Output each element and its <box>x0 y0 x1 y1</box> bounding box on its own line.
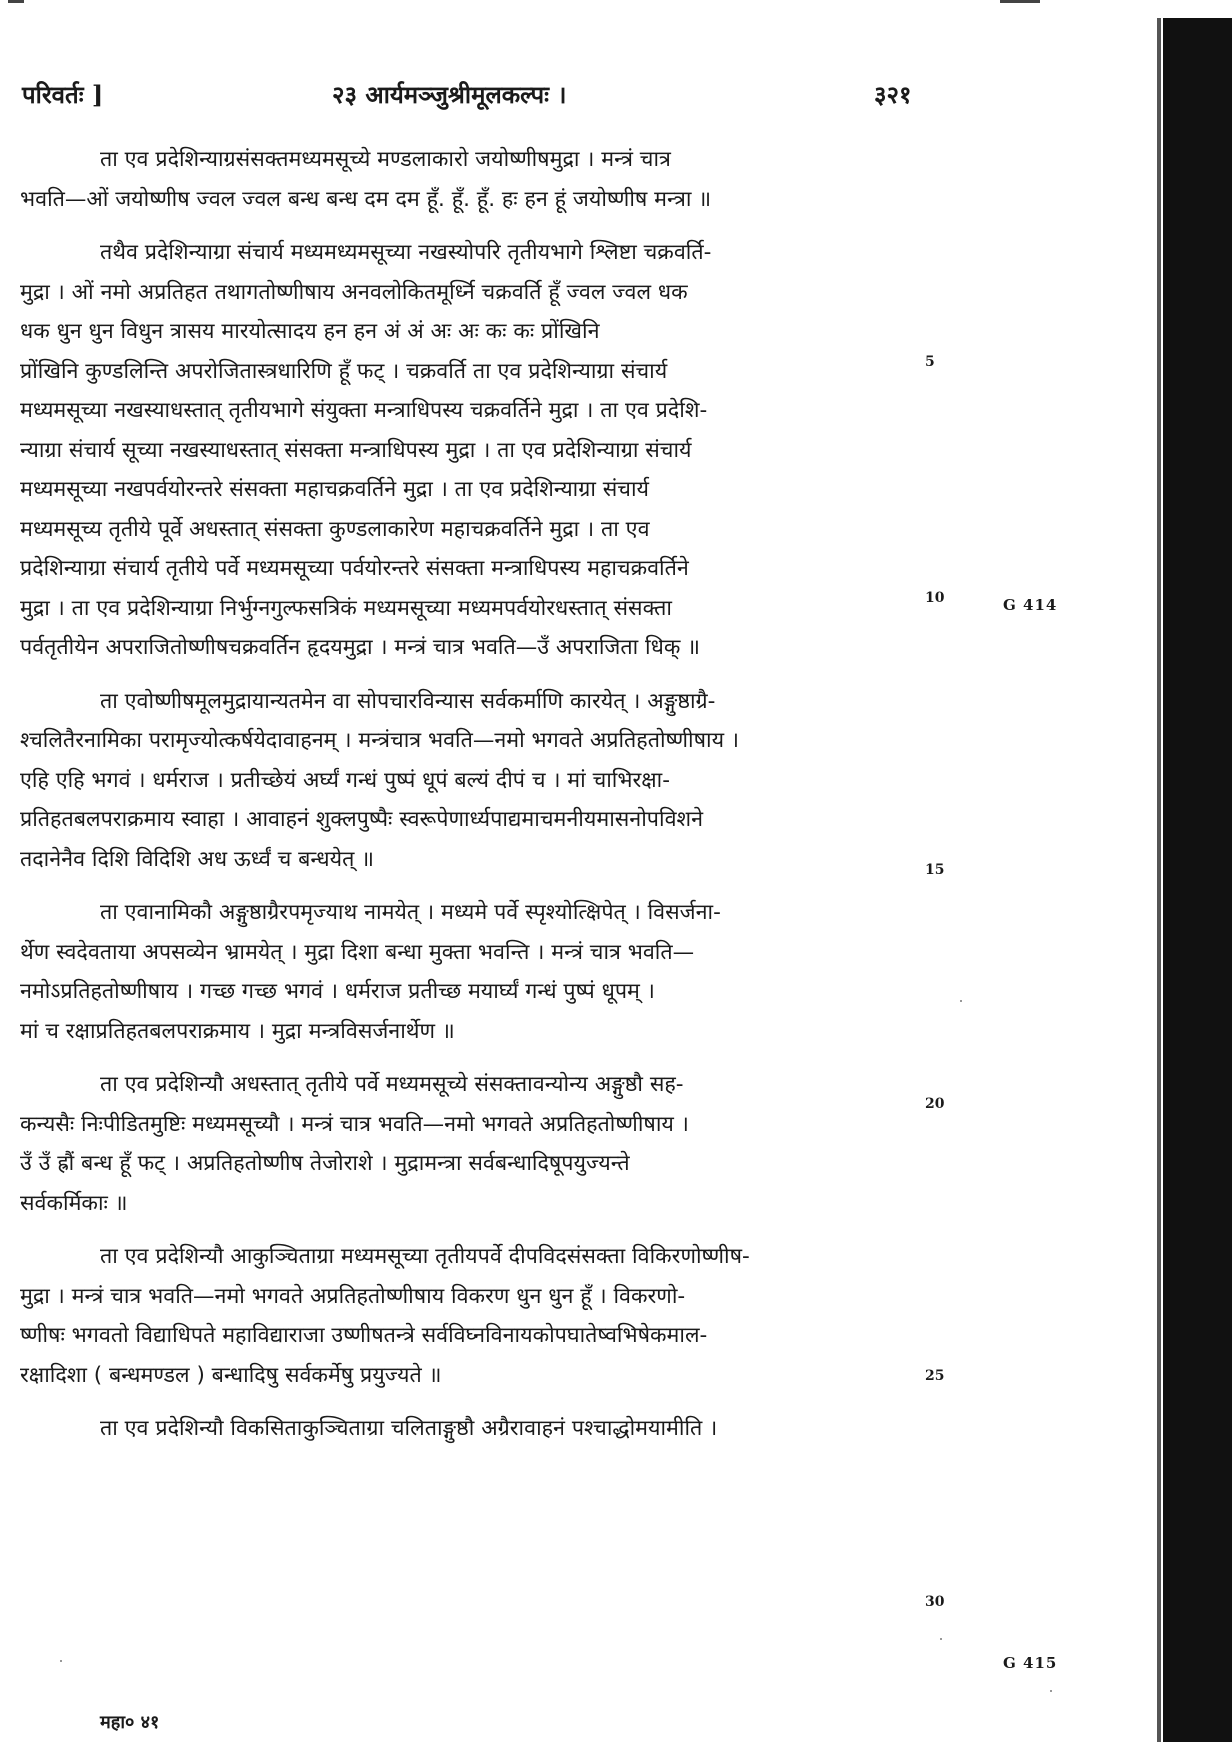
text-line: सर्वकर्मिकाः ॥ <box>20 1190 128 1216</box>
binding-edge <box>1157 18 1161 1742</box>
text-line: र्थेण स्वदेवताया अपसव्येन भ्रामयेत् । मुद्रा दिशा बन्धा मुक्ता भवन्ति । मन्त्रं चात्र भवति— <box>20 939 695 965</box>
text-line: तथैव प्रदेशिन्याग्रा संचार्य मध्यमध्यमसूच्या नखस्योपरि तृतीयभागे श्लिष्टा चक्रवर्ति- <box>100 240 712 265</box>
text-line: श्चलितैरनामिका परामृज्योत्कर्षयेदावाहनम् । मन्त्रंचात्र भवति—नमो भगवते अप्रतिहतोष्णीषाय । <box>20 728 740 753</box>
text-line: मध्यमसूच्या नखपर्वयोरन्तरे संसक्ता महाचक्रवर्तिने मुद्रा । ता एव प्रदेशिन्याग्रा संचार्य <box>20 477 649 502</box>
text-line: कन्यसैः निःपीडितमुष्टिः मध्यमसूच्यौ । मन्त्रं चात्र भवति—नमो भगवते अप्रतिहतोष्णीषाय । <box>20 1111 689 1137</box>
scan-mark <box>8 0 24 3</box>
text-line: ता एव प्रदेशिन्यौ विकसिताकुञ्चिताग्रा चलिताङ्गुष्ठौ अग्रैरावाहनं पश्चाद्धोमयामीति । <box>100 1416 718 1441</box>
text-line: प्रदेशिन्याग्रा संचार्य तृतीये पर्वे मध्यमसूच्या पर्वयोरन्तरे संसक्ता मन्त्राधिपस्य महाचक्रवर्तिने <box>20 556 689 581</box>
scan-speck <box>960 1000 962 1002</box>
text-line: मुद्रा । ओं नमो अप्रतिहत तथागतोष्णीषाय अनवलोकितमूर्ध्नि चक्रवर्ति हूँ ज्वल ज्वल धक <box>20 279 688 305</box>
line-number: 25 <box>925 1368 945 1384</box>
text-line: रक्षादिशा ( बन्धमण्डल ) बन्धादिषु सर्वकर्मेषु प्रयुज्यते ॥ <box>20 1362 442 1388</box>
text-line: तदानेनैव दिशि विदिशि अध ऊर्ध्वं च बन्धयेत् ॥ <box>20 846 375 872</box>
text-line: प्रतिहतबलपराक्रमाय स्वाहा । आवाहनं शुक्लपुष्पैः स्वरूपेणार्ध्यपाद्यमाचमनीयमासनोपविशने <box>20 807 704 832</box>
text-line: मध्यमसूच्या नखस्याधस्तात् तृतीयभागे संयुक्ता मन्त्राधिपस्य चक्रवर्तिने मुद्रा । ता एव प्रदेशि- <box>20 398 708 423</box>
book-title: २३ आर्यमञ्जुश्रीमूलकल्पः । <box>332 80 567 109</box>
text-line: ता एव प्रदेशिन्याग्रसंसक्तमध्यमसूच्ये मण्डलाकारो जयोष्णीषमुद्रा । मन्त्रं चात्र <box>100 147 671 172</box>
scan-speck <box>60 1660 62 1662</box>
scan-mark <box>1000 0 1040 3</box>
margin-reference: G 414 <box>1003 596 1058 614</box>
text-line: ता एवानामिकौ अङ्गुष्ठाग्रैरपमृज्याथ नामयेत् । मध्यमे पर्वे स्पृश्योत्क्षिपेत् । विसर्जना- <box>100 900 721 925</box>
text-line: ष्णीषः भगवतो विद्याधिपते महाविद्याराजा उष्णीषतन्त्रे सर्वविघ्नविनायकोपघातेष्वभिषेकमाल- <box>20 1323 708 1348</box>
signature-mark: महा० ४१ <box>100 1712 160 1733</box>
line-number: 20 <box>925 1096 945 1112</box>
text-line: पर्वतृतीयेन अपराजितोष्णीषचक्रवर्तिन हृदयमुद्रा । मन्त्रं चात्र भवति—उँ अपराजिता धिक् ॥ <box>20 635 701 660</box>
scan-speck <box>940 1638 942 1640</box>
chapter-label: परिवर्तः ] <box>22 80 104 109</box>
text-line: एहि एहि भगवं । धर्मराज । प्रतीच्छेयं अर्घ्यं गन्धं पुष्पं धूपं बल्यं दीपं च । मां चाभिरक्षा- <box>20 767 671 793</box>
text-line: न्याग्रा संचार्य सूच्या नखस्याधस्तात् संसक्ता मन्त्राधिपस्य मुद्रा । ता एव प्रदेशिन्याग्रा संचार्य <box>20 437 692 463</box>
line-number: 10 <box>925 590 945 606</box>
text-line: भवति—ओं जयोष्णीष ज्वल ज्वल बन्ध बन्ध दम दम हूँ. हूँ. हूँ. हः हन हूं जयोष्णीष मन्त्रा ॥ <box>20 186 712 212</box>
text-line: मध्यमसूच्य तृतीये पूर्वे अधस्तात् संसक्ता कुण्डलाकारेण महाचक्रवर्तिने मुद्रा । ता एव <box>20 516 650 542</box>
text-line: उँ उँ ह्रौं बन्ध हूँ फट् । अप्रतिहतोष्णीष तेजोराशे । मुद्रामन्त्रा सर्वबन्धादिषूपयुज्यन्ते <box>20 1151 630 1176</box>
scan-speck <box>1050 1690 1052 1692</box>
page-number: ३२१ <box>874 80 912 109</box>
text-line: प्रोंखिनि कुण्डलिन्ति अपरोजितास्त्रधारिणि हूँ फट् । चक्रवर्ति ता एव प्रदेशिन्याग्रा संचार्य <box>20 358 668 384</box>
running-header <box>22 78 942 118</box>
line-number: 30 <box>925 1594 945 1610</box>
main-text <box>20 140 920 1449</box>
text-line: मां च रक्षाप्रतिहतबलपराक्रमाय । मुद्रा मन्त्रविसर्जनार्थेण ॥ <box>20 1018 455 1044</box>
binding-shadow <box>1163 18 1232 1742</box>
line-number: 15 <box>925 862 945 878</box>
text-line: मुद्रा । ता एव प्रदेशिन्याग्रा निर्भुग्नगुल्फसत्रिकं मध्यमसूच्या मध्यमपर्वयोरधस्तात् संसक्ता <box>20 595 672 621</box>
text-line: नमोऽप्रतिहतोष्णीषाय । गच्छ गच्छ भगवं । धर्मराज प्रतीच्छ मयार्घ्यं गन्धं पुष्पं धूपम् । <box>20 979 655 1004</box>
text-line: ता एवोष्णीषमूलमुद्रायान्यतमेन वा सोपचारविन्यास सर्वकर्माणि कारयेत् । अङ्गुष्ठाग्रै- <box>100 688 716 714</box>
line-number: 5 <box>925 354 935 370</box>
text-line: ता एव प्रदेशिन्यौ अधस्तात् तृतीये पर्वे मध्यमसूच्ये संसक्तावन्योन्य अङ्गुष्ठौ सह- <box>100 1072 684 1097</box>
text-line: धक धुन धुन विधुन त्रासय मारयोत्सादय हन हन अं अं अः अः कः कः प्रोंखिनि <box>20 319 600 344</box>
margin-reference: G 415 <box>1003 1654 1058 1672</box>
text-line: मुद्रा । मन्त्रं चात्र भवति—नमो भगवते अप्रतिहतोष्णीषाय विकरण धुन धुन हूँ । विकरणो- <box>20 1283 686 1309</box>
text-line: ता एव प्रदेशिन्यौ आकुञ्चिताग्रा मध्यमसूच्या तृतीयपर्वे दीपविदसंसक्ता विकिरणोष्णीष- <box>100 1244 750 1269</box>
